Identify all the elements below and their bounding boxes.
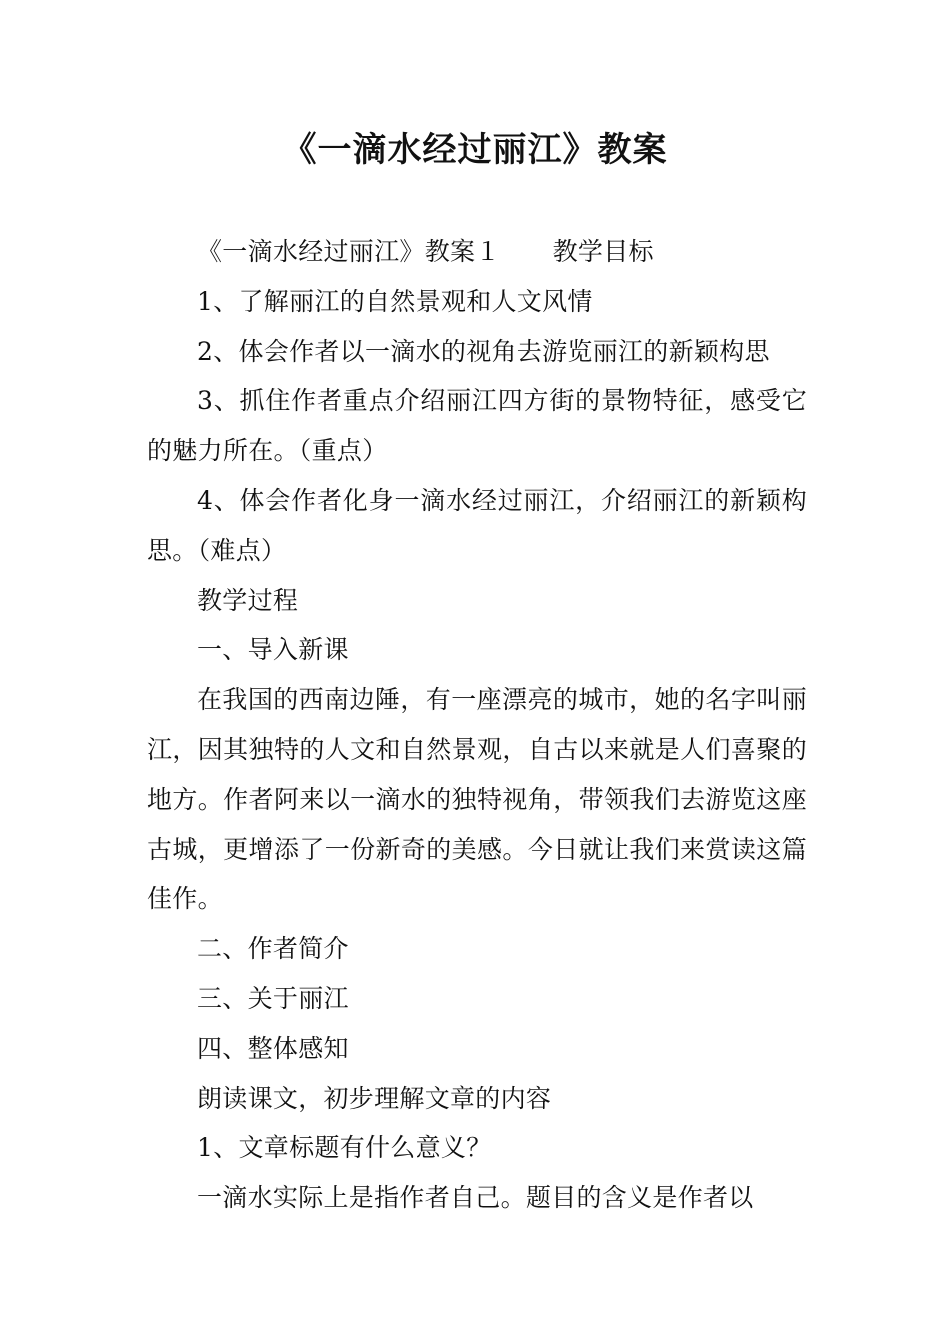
paragraph: 2、体会作者以一滴水的视角去游览丽江的新颖构思 [197, 336, 770, 366]
section-heading: 一、导入新课 [197, 635, 349, 665]
intro-line [147, 227, 807, 277]
section-heading: 三、关于丽江 [197, 983, 349, 1013]
lesson-heading: 《一滴水经过丽江》教案１ [197, 237, 501, 266]
section-heading: 教学过程 [197, 585, 299, 615]
paragraph: 朗读课文，初步理解文章的内容 [197, 1083, 552, 1113]
paragraph: 一滴水实际上是指作者自己。题目的含义是作者以 [197, 1183, 754, 1213]
paragraph: 1、文章标题有什么意义？ [197, 1133, 492, 1163]
section-heading: 二、作者简介 [197, 934, 349, 964]
document-title: 《一滴水经过丽江》教案 [282, 130, 668, 170]
paragraph: 3、抓住作者重点介绍丽江四方街的景物特征，感受它的魅力所在。（重点） [147, 386, 807, 466]
paragraph: 1、了解丽江的自然景观和人文风情 [197, 286, 593, 316]
paragraph: 在我国的西南边陲，有一座漂亮的城市，她的名字叫丽江，因其独特的人文和自然景观，自古以来就是人们喜聚的地方。作者阿来以一滴水的独特视角，带领我们去游览这座古城，更增添了一份新奇的美感。今日就让我们来赏读这篇佳作。 [147, 685, 807, 914]
section-heading: 四、整体感知 [197, 1033, 349, 1063]
teaching-goals-heading: 教学目标 [552, 237, 654, 266]
document-body [147, 227, 807, 1223]
paragraph: 4、体会作者化身一滴水经过丽江，介绍丽江的新颖构思。（难点） [147, 485, 807, 565]
